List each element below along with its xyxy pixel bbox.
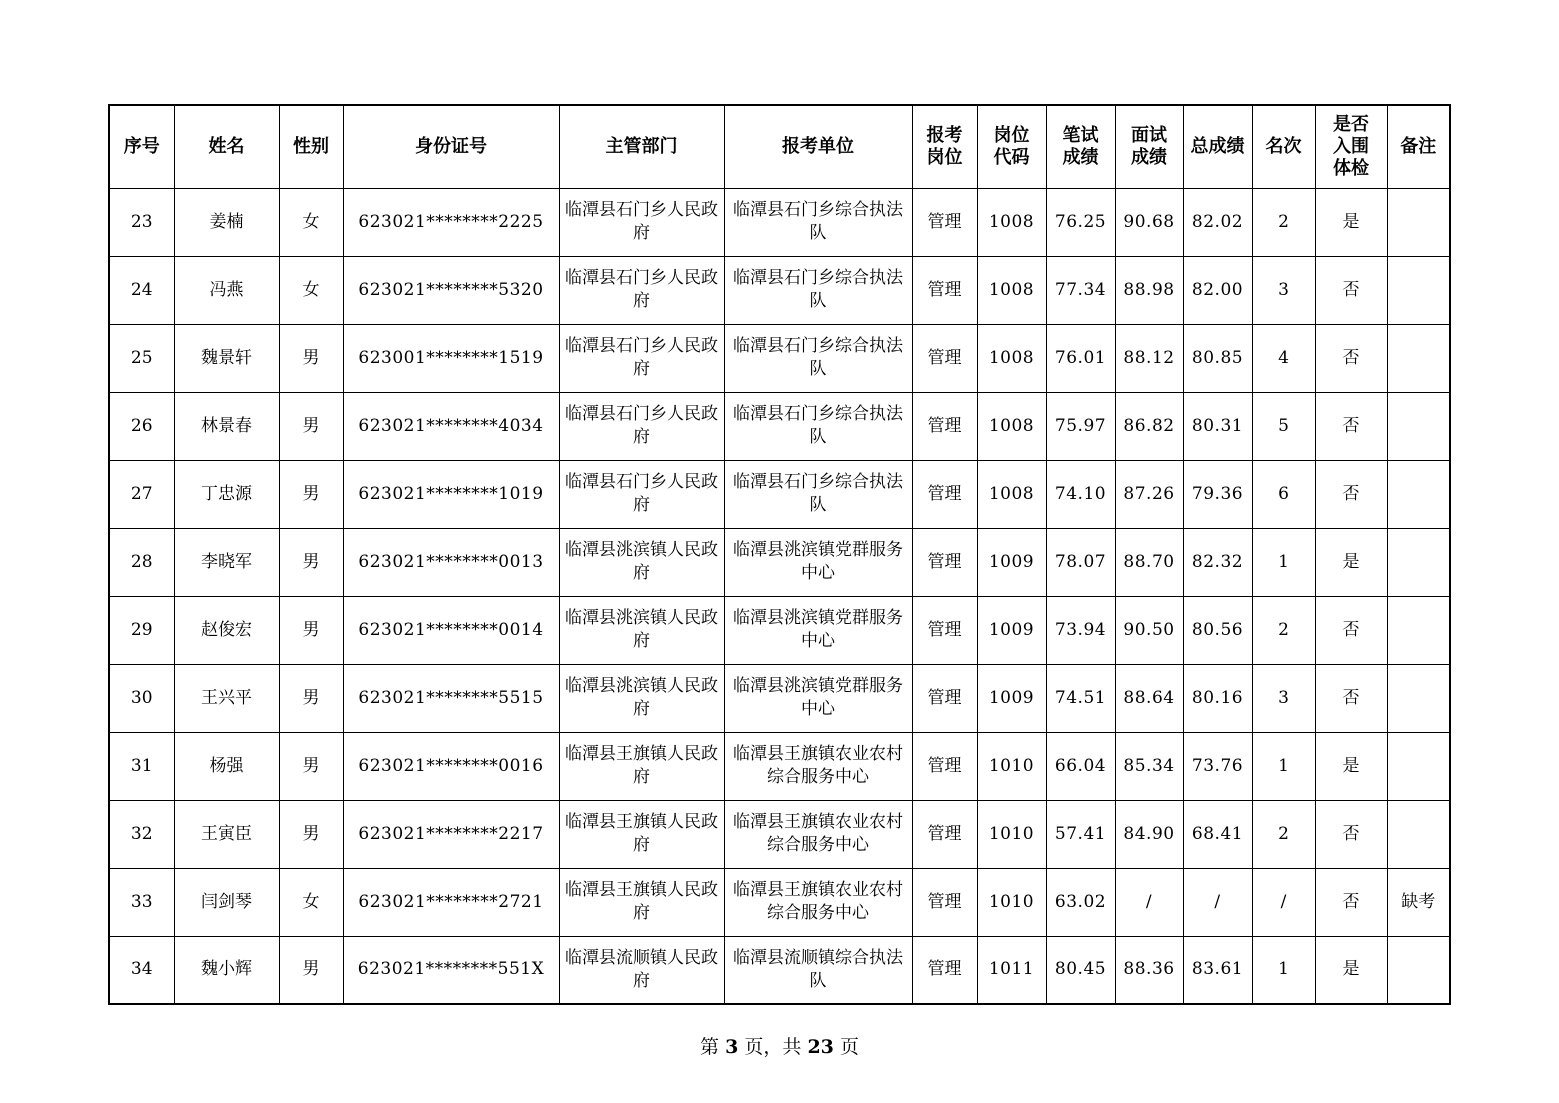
cell-rank: / [1252, 868, 1315, 936]
cell-total: 82.32 [1183, 528, 1252, 596]
cell-post: 管理 [912, 324, 977, 392]
cell-written: 66.04 [1046, 732, 1115, 800]
cell-code: 1009 [977, 664, 1046, 732]
cell-code: 1008 [977, 256, 1046, 324]
cell-interview: 90.50 [1115, 596, 1183, 664]
header-dept: 主管部门 [559, 105, 724, 188]
header-gender: 性别 [279, 105, 343, 188]
page-footer [0, 1032, 1559, 1059]
cell-exam: 否 [1315, 256, 1387, 324]
header-post: 报考岗位 [912, 105, 977, 188]
cell-note [1387, 324, 1450, 392]
cell-gender: 男 [279, 664, 343, 732]
cell-unit: 临潭县石门乡综合执法队 [724, 392, 912, 460]
footer-suffix: 页 [839, 1036, 859, 1058]
table-row [109, 188, 1450, 256]
cell-id: 623021********2721 [343, 868, 559, 936]
cell-dept: 临潭县石门乡人民政府 [559, 188, 724, 256]
cell-name: 王寅臣 [174, 800, 279, 868]
cell-total: / [1183, 868, 1252, 936]
cell-total: 80.85 [1183, 324, 1252, 392]
cell-gender: 女 [279, 868, 343, 936]
cell-post: 管理 [912, 460, 977, 528]
cell-written: 80.45 [1046, 936, 1115, 1004]
cell-exam: 否 [1315, 392, 1387, 460]
table-row [109, 596, 1450, 664]
cell-dept: 临潭县王旗镇人民政府 [559, 800, 724, 868]
cell-gender: 男 [279, 460, 343, 528]
cell-note [1387, 528, 1450, 596]
cell-interview: 84.90 [1115, 800, 1183, 868]
table-header-row [109, 105, 1450, 188]
cell-unit: 临潭县洮滨镇党群服务中心 [724, 664, 912, 732]
cell-name: 魏景轩 [174, 324, 279, 392]
cell-seq: 31 [109, 732, 174, 800]
cell-rank: 3 [1252, 256, 1315, 324]
cell-note [1387, 596, 1450, 664]
table-body [109, 188, 1450, 1004]
cell-total: 80.56 [1183, 596, 1252, 664]
cell-written: 77.34 [1046, 256, 1115, 324]
cell-id: 623021********1019 [343, 460, 559, 528]
cell-unit: 临潭县王旗镇农业农村综合服务中心 [724, 800, 912, 868]
cell-seq: 23 [109, 188, 174, 256]
cell-interview: 88.70 [1115, 528, 1183, 596]
cell-dept: 临潭县洮滨镇人民政府 [559, 664, 724, 732]
cell-unit: 临潭县王旗镇农业农村综合服务中心 [724, 732, 912, 800]
results-table [108, 104, 1451, 1005]
cell-code: 1009 [977, 596, 1046, 664]
cell-name: 丁忠源 [174, 460, 279, 528]
cell-rank: 2 [1252, 188, 1315, 256]
cell-gender: 女 [279, 256, 343, 324]
cell-id: 623021********5515 [343, 664, 559, 732]
header-note: 备注 [1387, 105, 1450, 188]
cell-gender: 男 [279, 936, 343, 1004]
cell-interview: 88.36 [1115, 936, 1183, 1004]
cell-name: 赵俊宏 [174, 596, 279, 664]
cell-rank: 3 [1252, 664, 1315, 732]
table-row [109, 256, 1450, 324]
cell-exam: 否 [1315, 324, 1387, 392]
cell-code: 1008 [977, 460, 1046, 528]
cell-total: 83.61 [1183, 936, 1252, 1004]
cell-interview: 85.34 [1115, 732, 1183, 800]
cell-code: 1008 [977, 392, 1046, 460]
cell-dept: 临潭县石门乡人民政府 [559, 324, 724, 392]
cell-written: 63.02 [1046, 868, 1115, 936]
cell-rank: 1 [1252, 732, 1315, 800]
cell-post: 管理 [912, 868, 977, 936]
cell-unit: 临潭县石门乡综合执法队 [724, 188, 912, 256]
cell-note [1387, 800, 1450, 868]
cell-name: 冯燕 [174, 256, 279, 324]
cell-rank: 1 [1252, 528, 1315, 596]
footer-total-pages: 23 [807, 1036, 834, 1058]
cell-name: 林景春 [174, 392, 279, 460]
cell-rank: 2 [1252, 596, 1315, 664]
cell-code: 1008 [977, 188, 1046, 256]
cell-unit: 临潭县流顺镇综合执法队 [724, 936, 912, 1004]
cell-id: 623021********2225 [343, 188, 559, 256]
table-row [109, 868, 1450, 936]
cell-name: 魏小辉 [174, 936, 279, 1004]
cell-gender: 男 [279, 528, 343, 596]
cell-exam: 是 [1315, 936, 1387, 1004]
cell-dept: 临潭县流顺镇人民政府 [559, 936, 724, 1004]
cell-exam: 否 [1315, 800, 1387, 868]
cell-gender: 男 [279, 596, 343, 664]
cell-gender: 男 [279, 732, 343, 800]
cell-seq: 25 [109, 324, 174, 392]
cell-post: 管理 [912, 528, 977, 596]
cell-note [1387, 936, 1450, 1004]
cell-seq: 33 [109, 868, 174, 936]
cell-name: 闫剑琴 [174, 868, 279, 936]
cell-written: 78.07 [1046, 528, 1115, 596]
cell-seq: 34 [109, 936, 174, 1004]
table-row [109, 664, 1450, 732]
cell-unit: 临潭县石门乡综合执法队 [724, 324, 912, 392]
footer-middle: 页，共 [744, 1036, 802, 1058]
cell-gender: 女 [279, 188, 343, 256]
cell-code: 1009 [977, 528, 1046, 596]
cell-dept: 临潭县王旗镇人民政府 [559, 868, 724, 936]
cell-code: 1011 [977, 936, 1046, 1004]
cell-name: 王兴平 [174, 664, 279, 732]
cell-written: 75.97 [1046, 392, 1115, 460]
cell-dept: 临潭县王旗镇人民政府 [559, 732, 724, 800]
footer-page-number: 3 [725, 1036, 739, 1058]
cell-note [1387, 188, 1450, 256]
cell-name: 杨强 [174, 732, 279, 800]
cell-post: 管理 [912, 188, 977, 256]
header-rank: 名次 [1252, 105, 1315, 188]
header-interview: 面试成绩 [1115, 105, 1183, 188]
cell-exam: 否 [1315, 596, 1387, 664]
cell-interview: 88.98 [1115, 256, 1183, 324]
cell-post: 管理 [912, 800, 977, 868]
cell-unit: 临潭县洮滨镇党群服务中心 [724, 528, 912, 596]
cell-seq: 30 [109, 664, 174, 732]
cell-exam: 否 [1315, 460, 1387, 528]
cell-id: 623001********1519 [343, 324, 559, 392]
cell-written: 74.10 [1046, 460, 1115, 528]
cell-gender: 男 [279, 800, 343, 868]
cell-exam: 是 [1315, 732, 1387, 800]
cell-dept: 临潭县洮滨镇人民政府 [559, 596, 724, 664]
cell-total: 79.36 [1183, 460, 1252, 528]
table-row [109, 460, 1450, 528]
cell-id: 623021********5320 [343, 256, 559, 324]
cell-rank: 2 [1252, 800, 1315, 868]
cell-unit: 临潭县石门乡综合执法队 [724, 256, 912, 324]
table-row [109, 392, 1450, 460]
cell-code: 1010 [977, 732, 1046, 800]
cell-id: 623021********0016 [343, 732, 559, 800]
cell-note [1387, 256, 1450, 324]
cell-seq: 28 [109, 528, 174, 596]
cell-interview: 88.12 [1115, 324, 1183, 392]
cell-note [1387, 664, 1450, 732]
header-exam: 是否入围体检 [1315, 105, 1387, 188]
cell-written: 73.94 [1046, 596, 1115, 664]
cell-post: 管理 [912, 256, 977, 324]
cell-written: 57.41 [1046, 800, 1115, 868]
cell-interview: 87.26 [1115, 460, 1183, 528]
cell-id: 623021********4034 [343, 392, 559, 460]
cell-written: 74.51 [1046, 664, 1115, 732]
cell-total: 80.31 [1183, 392, 1252, 460]
cell-rank: 5 [1252, 392, 1315, 460]
cell-seq: 26 [109, 392, 174, 460]
cell-note [1387, 732, 1450, 800]
cell-post: 管理 [912, 596, 977, 664]
cell-note [1387, 460, 1450, 528]
table-row [109, 528, 1450, 596]
cell-unit: 临潭县王旗镇农业农村综合服务中心 [724, 868, 912, 936]
cell-dept: 临潭县洮滨镇人民政府 [559, 528, 724, 596]
cell-id: 623021********551X [343, 936, 559, 1004]
table-row [109, 732, 1450, 800]
table-row [109, 936, 1450, 1004]
cell-interview: 88.64 [1115, 664, 1183, 732]
cell-interview: / [1115, 868, 1183, 936]
cell-interview: 90.68 [1115, 188, 1183, 256]
cell-exam: 否 [1315, 868, 1387, 936]
cell-total: 73.76 [1183, 732, 1252, 800]
table-row [109, 324, 1450, 392]
cell-seq: 29 [109, 596, 174, 664]
cell-rank: 1 [1252, 936, 1315, 1004]
cell-note [1387, 392, 1450, 460]
header-seq: 序号 [109, 105, 174, 188]
cell-unit: 临潭县石门乡综合执法队 [724, 460, 912, 528]
cell-gender: 男 [279, 392, 343, 460]
cell-rank: 6 [1252, 460, 1315, 528]
cell-exam: 否 [1315, 664, 1387, 732]
cell-name: 姜楠 [174, 188, 279, 256]
header-code: 岗位代码 [977, 105, 1046, 188]
cell-post: 管理 [912, 936, 977, 1004]
cell-post: 管理 [912, 664, 977, 732]
cell-post: 管理 [912, 392, 977, 460]
cell-name: 李晓军 [174, 528, 279, 596]
cell-id: 623021********2217 [343, 800, 559, 868]
cell-dept: 临潭县石门乡人民政府 [559, 460, 724, 528]
header-id: 身份证号 [343, 105, 559, 188]
cell-total: 80.16 [1183, 664, 1252, 732]
cell-dept: 临潭县石门乡人民政府 [559, 256, 724, 324]
cell-post: 管理 [912, 732, 977, 800]
cell-written: 76.01 [1046, 324, 1115, 392]
cell-id: 623021********0013 [343, 528, 559, 596]
header-unit: 报考单位 [724, 105, 912, 188]
cell-seq: 24 [109, 256, 174, 324]
table-row [109, 800, 1450, 868]
cell-total: 82.00 [1183, 256, 1252, 324]
cell-code: 1010 [977, 800, 1046, 868]
cell-code: 1008 [977, 324, 1046, 392]
header-name: 姓名 [174, 105, 279, 188]
cell-code: 1010 [977, 868, 1046, 936]
header-written: 笔试成绩 [1046, 105, 1115, 188]
cell-total: 82.02 [1183, 188, 1252, 256]
cell-rank: 4 [1252, 324, 1315, 392]
cell-id: 623021********0014 [343, 596, 559, 664]
cell-interview: 86.82 [1115, 392, 1183, 460]
cell-total: 68.41 [1183, 800, 1252, 868]
cell-exam: 是 [1315, 528, 1387, 596]
footer-prefix: 第 [700, 1036, 720, 1058]
cell-seq: 32 [109, 800, 174, 868]
cell-exam: 是 [1315, 188, 1387, 256]
header-total: 总成绩 [1183, 105, 1252, 188]
cell-note: 缺考 [1387, 868, 1450, 936]
cell-dept: 临潭县石门乡人民政府 [559, 392, 724, 460]
cell-seq: 27 [109, 460, 174, 528]
cell-written: 76.25 [1046, 188, 1115, 256]
cell-gender: 男 [279, 324, 343, 392]
cell-unit: 临潭县洮滨镇党群服务中心 [724, 596, 912, 664]
